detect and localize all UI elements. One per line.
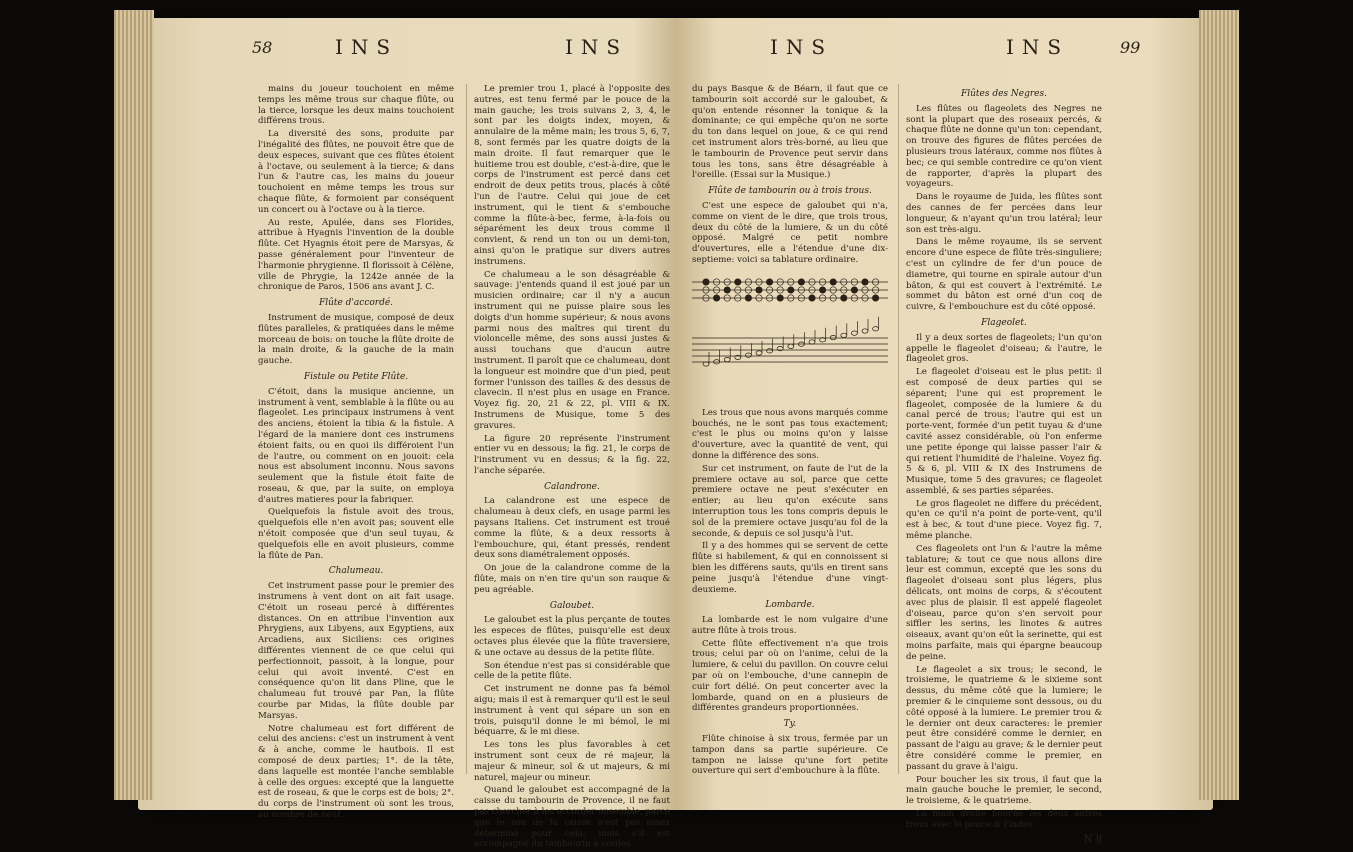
paragraph: La main droite bouche les deux autres trous avec le pouce & l'index.: [906, 809, 1102, 830]
page-edge-left: [114, 10, 154, 800]
paragraph: Flûte chinoise à six trous, fermée par un tampon dans sa partie supérieure. Ce tampon ne laisse qu'une fort petite ouverture qui sert d'embouchure à la flûte.: [692, 734, 888, 777]
tablature-hole-mark: [862, 279, 868, 285]
tablature-note: [745, 353, 751, 357]
right-page-column-2: [906, 84, 1102, 845]
tablature-hole-mark: [735, 279, 741, 285]
paragraph: Ce chalumeau a le son désagréable & sauvage: j'entends quand il est joué par un musicien ordinaire; car il n'y a aucun instrument qui ne puisse plaire sous les doigts d'un homme supérieur; & nous avons parmi nous des maîtres qui tirent du violoncelle même, des sons aussi justes & aussi touchans que d'aucun autre instrument. Il paroît que ce chalumeau, dont la longueur est moindre que d'un pied, peut former l'unisson des tailles & des dessus de clavecin. Il n'est plus en usage en France. Voyez fig. 20, 21 & 22, pl. VIII & IX. Instrumens de Musique, tome 5 des gravures.: [474, 269, 670, 431]
paragraph: La diversité des sons, produite par l'inégalité des flûtes, ne pouvoit être que de deux especes, suivant que ces flûtes étoient à l'octave, ou seulement à la tierce; & dans l'un & l'autre cas, les mains du joueur touchoient en même temps les trous sur chaque flûte, & formoient par conséquent un concert ou à l'octave ou à la tierce.: [258, 129, 454, 215]
left-page-column-2: [474, 84, 670, 852]
tablature-hole-mark: [851, 287, 857, 293]
column-rule-right: [898, 84, 899, 774]
paragraph: Quelquefois la fistule avoit des trous, quelquefois elle n'en avoit pas; souvent elle n'étoit composée que d'un seul tuyau, & quelquefois elle en avoit plusieurs, comme la flûte de Pan.: [258, 507, 454, 561]
page-number-left: 58: [252, 38, 273, 57]
paragraph: mains du joueur touchoient en même temps les même trous sur chaque flûte, ou la tierce, lorsque les deux mains touchoient différens trous.: [258, 84, 454, 127]
tablature-hole-mark: [756, 287, 762, 293]
running-head-right-1: INS: [770, 35, 834, 59]
right-page-column-1: [692, 84, 888, 779]
paragraph: Les trous que nous avons marqués comme bouchés, ne le sont pas tous exactement; c'est le plus ou moins qu'on y laisse d'ouverture, avec la quantité de vent, qui donne la différence des sons.: [692, 407, 888, 461]
paragraph: Les flûtes ou flageolets des Negres ne sont la plupart que des roseaux percés, & chaque flûte ne donne qu'un ton: cependant, on trouve des figures de flûtes percées de plusieurs trous latéraux, comme nos flûtes à bec; ce qui semble contredire ce qu'on vient de rapporter, d'après la plupart des voyageurs.: [906, 103, 1102, 190]
tablature-staff-svg: [692, 272, 888, 400]
paragraph: Sur cet instrument, on faute de l'ut de la premiere octave au sol, parce que cette premiere octave ne peut s'exécuter en entier; au lieu qu'on exécute sans interruption tous les tons compris depuis le sol de la premiere octave jusqu'au fol de la seconde, & depuis ce sol jusqu'à l'ut.: [692, 463, 888, 539]
paragraph: Le gros flageolet ne differe du précédent, qu'en ce qu'il n'a point de porte-vent, qu'il est à bec, & tout d'une piece. Voyez fig. 7, même planche.: [906, 498, 1102, 542]
tablature-figure: [692, 272, 888, 400]
paragraph: C'est une espece de galoubet qui n'a, comme on vient de le dire, que trois trous, deux du côté de la lumiere, & un du côté opposé. Malgré ce petit nombre d'ouvertures, elle a l'étendue d'une dix-septieme: voici sa tablature ordinaire.: [692, 200, 888, 265]
section-heading: Flageolet.: [981, 317, 1027, 328]
signature-mark: N ij: [1083, 833, 1102, 845]
tablature-hole-mark: [766, 279, 772, 285]
column-rule-left: [466, 84, 467, 774]
paragraph: Le flageolet a six trous; le second, le troisieme, le quatrieme & le sixieme sont dessus, du même côté que la lumiere; le premier & le cinquieme sont dessous, ou du côté opposé à la lumiere. Le premier trou & le dernier ont deux caracteres: le premier peut être considéré comme le dernier, en passant de l'aigu au grave; & le dernier peut être considéré comme le premier, en passant du grave à l'aigu.: [906, 664, 1102, 772]
paragraph: Ces flageolets ont l'un & l'autre la même tablature; & tout ce que nous allons dire leur est commun, excepté que les sons du flageolet d'oiseau sont plus légers, plus délicats, ont moins de corps, & s'écoutent avec plus de plaisir. Il est appelé flageolet d'oiseau, parce qu'on s'en servoit pour siffler les serins, les linotes & autres oiseaux, avant qu'on eût la serinette, qui est moins parfaite, mais qui épargne beaucoup de peine.: [906, 543, 1102, 662]
tablature-note: [873, 326, 879, 330]
tablature-hole-mark: [724, 287, 730, 293]
paragraph: La figure 20 représente l'instrument entier vu en dessous; la fig. 21, le corps de l'instrument vu en dessus; & la fig. 22, l'anche séparée.: [474, 433, 670, 476]
running-head-left: INS: [335, 35, 399, 59]
section-heading: Calandrone.: [544, 481, 600, 492]
running-head-left-2: INS: [565, 35, 629, 59]
tablature-note: [788, 344, 794, 348]
paragraph: du pays Basque & de Béarn, il faut que ce tambourin soit accordé sur le galoubet, & qu'on entende résonner la tonique & la dominante; ce qui empêche qu'on ne sorte du ton dans lequel on joue, & ce qui rend cet instrument alors très-borné, au lieu que le tambourin de Provence peut servir dans tous les tons, sans être désagréable à l'oreille. (Essai sur la Musique.): [692, 84, 888, 181]
tablature-hole-mark: [872, 295, 878, 301]
tablature-note: [756, 351, 762, 355]
paragraph: Le premier trou 1, placé à l'opposite des autres, est tenu fermé par le pouce de la main gauche; les trois suivans 2, 3, 4, le sont par les doigts index, moyen, & annulaire de la même main; les trous 5, 6, 7, 8, sont fermés par les quatre doigts de la main droite. Il faut remarquer que le huitieme trou est double, c'est-à-dire, que le corps de l'instrument est percé dans cet endroit de deux petits trous, placés à côté l'un de l'autre. Celui qui joue de cet instrument, qui le tient & s'embouche comme la flûte-à-bec, ferme, à-la-fois ou séparément les deux trous comme il convient, & rend un ton ou un demi-ton, ainsi qu'on le pratique sur divers autres instrumens.: [474, 84, 670, 267]
paragraph: Au reste, Apulée, dans ses Florides, attribue à Hyagnis l'invention de la double flûte. Cet Hyagnis étoit pere de Marsyas, & passe généralement pour l'inventeur de l'harmonie phrygienne. Il florissoit à Célène, ville de Phrygie, la 1242e année de la chronique de Paros, 1506 ans avant J. C.: [258, 217, 454, 293]
tablature-hole-mark: [788, 287, 794, 293]
tablature-hole-mark: [830, 279, 836, 285]
section-heading: Fistule ou Petite Flûte.: [303, 371, 409, 382]
page-edge-right: [1199, 10, 1239, 800]
tablature-hole-mark: [798, 279, 804, 285]
tablature-note: [862, 329, 868, 333]
left-page-column-1: [258, 84, 454, 823]
paragraph: Cet instrument passe pour le premier des instrumens à vent dont on ait fait usage. C'étoit un roseau percé à différentes distances. On en attribue l'invention aux Phrygiens, aux Libyens, aux Egyptiens, aux Arcadiens, aux Siciliens: ces origines différentes viennent de ce que celui qui perfectionnoit, passoit, à la longue, pour celui qui avoit inventé. C'est en conséquence qu'on lit dans Pline, que le chalumeau fut trouvé par Pan, la flûte courbe par Midas, la flûte double par Marsyas.: [258, 581, 454, 721]
paragraph: Notre chalumeau est fort différent de celui des anciens: c'est un instrument à vent & à anche, comme le hautbois. Il est composé de deux parties; 1°. de la tête, dans laquelle est montée l'anche semblable à celle des orgues: excepté que la languette est de roseau, & que le corps est de bois; 2°. du corps de l'instrument où sont les trous, au nombre de neuf.: [258, 723, 454, 820]
tablature-note: [851, 331, 857, 335]
paragraph: Quand le galoubet est accompagné de la caisse du tambourin de Provence, il ne faut pas chercher à les accorder ensemble, parce que le son de la caisse n'est pas assez déterminé pour cela; mais s'il est accompagné du tambourin à cordes: [474, 785, 670, 850]
paragraph: Dans le même royaume, ils se servent encore d'une espece de flûte très-singuliere; c'est un cylindre de fer d'un pouce de diametre, qui tourne en spirale autour d'un bâton, & qui est couvert à l'extrémité. Le sommet du bâton est orné d'un coq de cuivre, & l'embouchure est du côté opposé.: [906, 237, 1102, 313]
tablature-note: [724, 357, 730, 361]
paragraph: Cet instrument ne donne pas fa bémol aigu; mais il est à remarquer qu'il est le seul instrument à vent qui sépare un son en trois, puisqu'il donne le mi bémol, le mi béquarre, & le mi diese.: [474, 684, 670, 738]
paragraph: Dans le royaume de Juida, les flûtes sont des cannes de fer percées dans leur longueur, & n'ayant qu'un trou latéral; leur son est très-aigu.: [906, 192, 1102, 235]
paragraph: La calandrone est une espece de chalumeau à deux clefs, en usage parmi les paysans Italiens. Cet instrument est troué comme la flûte, & a deux ressorts à l'embouchure, qui, étant pressés, rendent deux sons diamétralement opposés.: [474, 496, 670, 561]
paragraph: Le galoubet est la plus perçante de toutes les especes de flûtes, puisqu'elle est deux octaves plus élevée que la flûte traversiere, & une octave au dessus de la petite flûte.: [474, 615, 670, 658]
tablature-note: [809, 340, 815, 344]
tablature-hole-mark: [841, 295, 847, 301]
paragraph: Instrument de musique, composé de deux flûtes paralleles, & pratiquées dans le même morceau de bois: on touche la flûte droite de la main droite, & la gauche de la main gauche.: [258, 312, 454, 367]
paragraph: Cette flûte effectivement n'a que trois trous; celui par où on l'anime, celui de la lumiere, & celui du pavillon. On couvre celui par où on l'embouche, d'une cannepin de cuir fort délié. On peut concerter avec la lombarde, quand on en a plusieurs de différentes grandeurs proportionnées.: [692, 638, 888, 714]
running-head-right: INS: [1006, 35, 1070, 59]
tablature-hole-mark: [809, 295, 815, 301]
section-heading: Chalumeau.: [328, 566, 384, 577]
tablature-hole-mark: [819, 287, 825, 293]
section-heading: Flûte de tambourin ou à trois trous.: [708, 186, 872, 197]
page-number-right: 99: [1120, 38, 1141, 57]
paragraph: Le flageolet d'oiseau est le plus petit: il est composé de deux parties qui se séparent; l'une qui est proprement le flageolet, composée de la lumiere & du canal percé de trous; l'autre qui est un porte-vent, formée d'un petit tuyau & d'une cavité assez considérable, où l'on enferme une petite éponge qui laisse passer l'air & qui retient l'humidité de l'haleine. Voyez fig. 5 & 6, pl. VIII & IX des Instrumens de Musique, tome 5 des gravures; ce flageolet assemblé, & ses parties séparées.: [906, 367, 1102, 496]
paragraph: C'étoit, dans la musique ancienne, un instrument à vent, semblable à la flûte ou au flageolet. Les principaux instrumens à vent des anciens, étoient la tibia & la fistule. A l'égard de la maniere dont ces instrumens étoient faits, ou en quoi ils différoient l'un de l'autre, ou comment on en jouoit: cela nous est absolument inconnu. Nous savons seulement que la fistule étoit faite de roseau, & que, par la suite, on employa d'autres matieres pour la fabriquer.: [258, 386, 454, 505]
tablature-hole-mark: [777, 295, 783, 301]
tablature-hole-mark: [713, 295, 719, 301]
tablature-note: [841, 333, 847, 337]
paragraph: Pour boucher les six trous, il faut que la main gauche bouche le premier, le second, le troisieme, & le quatrieme.: [906, 774, 1102, 807]
section-heading: Lombarde.: [765, 600, 815, 611]
section-heading: Galoubet.: [549, 600, 595, 611]
tablature-hole-mark: [703, 279, 709, 285]
paragraph: La lombarde est le nom vulgaire d'une autre flûte à trois trous.: [692, 615, 888, 636]
tablature-note: [830, 335, 836, 339]
paragraph: Les tons les plus favorables à cet instrument sont ceux de ré majeur, la majeur & mineur, sol & ut majeurs, & mi naturel, majeur ou mineur.: [474, 740, 670, 783]
paragraph: On joue de la calandrone comme de la flûte, mais on n'en tire qu'un son rauque & peu agréable.: [474, 563, 670, 595]
paragraph: Il y a des hommes qui se servent de cette flûte si habilement, & qui en connoissent si bien les différens sauts, qu'ils en tirent sans peine jusqu'à l'étendue d'une vingt-deuxieme.: [692, 541, 888, 595]
tablature-hole-mark: [745, 295, 751, 301]
section-heading: Flûtes des Negres.: [961, 89, 1047, 99]
section-heading: Flûte d'accordé.: [318, 298, 394, 309]
paragraph: Son étendue n'est pas si considérable que celle de la petite flûte.: [474, 660, 670, 682]
paragraph: Il y a deux sortes de flageolets; l'un qu'on appelle le flageolet d'oiseau; & l'autre, le flageolet gros.: [906, 332, 1102, 365]
tablature-note: [703, 362, 709, 366]
tablature-note: [767, 348, 773, 352]
section-heading: Ty.: [783, 719, 797, 730]
